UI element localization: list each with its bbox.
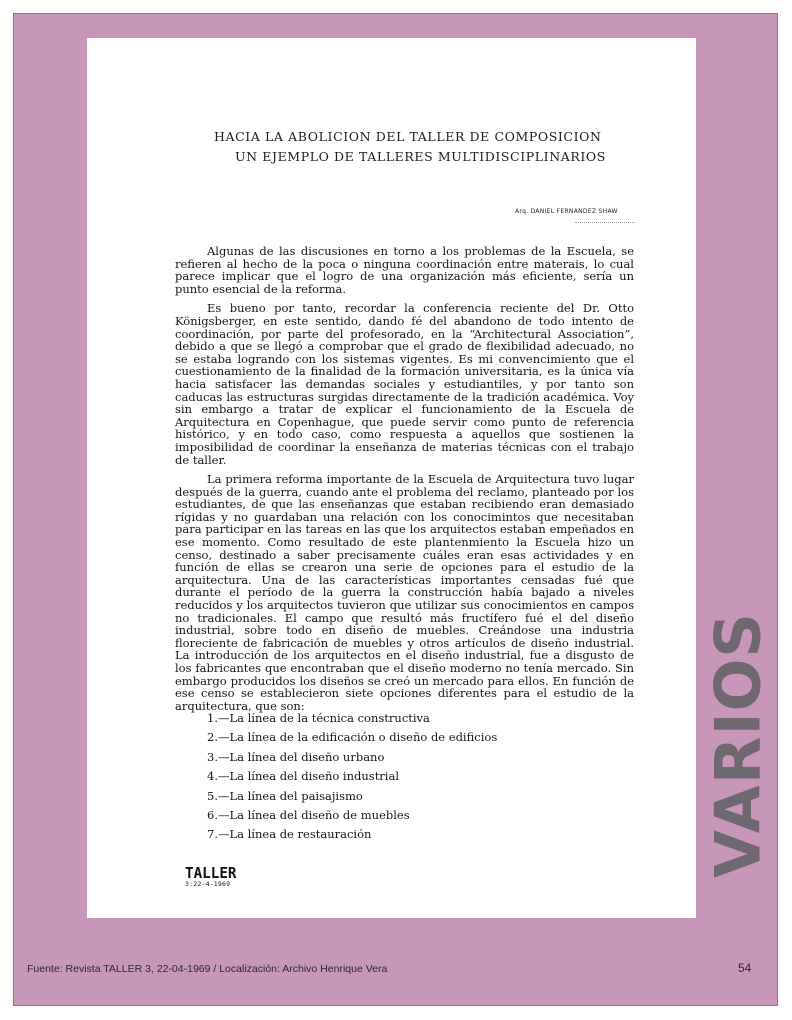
list-item: 4.—La línea del diseño industrial [207, 769, 400, 784]
list-item: 7.—La línea de restauración [207, 827, 372, 842]
scanned-document [87, 38, 696, 918]
list-item: 1.—La línea de la técnica constructiva [207, 711, 430, 725]
paragraph: La primera reforma importante de la Escuela de Arquitectura tuvo lugar después de la guerra, cuando ante el problema del reclamo, planteado por los estudiantes, de que las enseñanzas que estaban recibiendo eran demasiado rígidas y no guardaban una relación con los conocimintos que necesitaban para participar en las tareas en las que los arquitectos estaban empeñados en ese momento. Como resultado de este plantenmiento la Escuela hizo un censo, destinado a saber precisamente cuáles eran esas actividades y en función de ellas se crearon una serie de opciones para el estudio de la arquitectura. Una de las características importantes censadas fué que durante el período de la guerra la construcción había bajado a niveles reducidos y los arquitectos tuvieron que utilizar sus conocimientos en campos no tradicionales. El campo que resultó más fructífero fué el del diseño industrial, sobre todo en diseño de muebles. Creándose una industria floreciente de fabricación de muebles y otros artículos de diseño industrial. La introducción de los arquitectos en el diseño industrial, fue a disgusto de los fabricantes que encontraban que el diseño moderno no tenía mercado. Sin embargo producidos los diseños se creó un mercado para ellos. En función de ese censo se establecieron siete opciones diferentes para el estudio de la arquitectura, que son: [175, 472, 634, 713]
page-frame [13, 13, 778, 1006]
paragraph: Es bueno por tanto, recordar la conferencia reciente del Dr. Otto Königsberger, en este sentido, dando fé del abandono de todo intento de coordinación, por parte del profesorado, en la “Architectural Association”, debido a que se llegó a comprobar que el grado de flexibilidad adecuado, no se estaba logrando con los sistemas vigentes. Es mi convencimiento que el cuestionamiento de la finalidad de la formación universitaria, es la única vía hacia satisfacer las demandas sociales y estudiantiles, y por tanto son caducas las estructuras surgidas directamente de la tradición académica. Voy sin embargo a tratar de explicar el funcionamiento de la Escuela de Arquitectura en Copenhague, que puede servir como punto de referencia histórico, y en todo caso, como respuesta a aquellos que sostienen la imposibilidad de coordinar la enseñanza de materias técnicas con el trabajo de taller. [175, 301, 634, 467]
article-title-line-2: UN EJEMPLO DE TALLERES MULTIDISCIPLINARIOS [235, 149, 606, 164]
taller-logo [185, 866, 239, 888]
logo-word: TALLER [185, 864, 237, 882]
options-list [207, 709, 497, 845]
list-item: 6.—La línea del diseño de muebles [207, 807, 410, 822]
page-number: 54 [738, 961, 752, 975]
footer-source: Fuente: Revista TALLER 3, 22-04-1969 / Localización: Archivo Henrique Vera [27, 963, 388, 975]
section-label [703, 585, 773, 905]
author-underline [575, 222, 635, 223]
list-item: 5.—La línea del paisajismo [207, 788, 363, 803]
article-title-line-1: HACIA LA ABOLICION DEL TALLER DE COMPOSICION [214, 129, 602, 144]
section-label-text: VARIOS [701, 612, 775, 878]
article-author: Arq. DANIEL FERNANDEZ SHAW [515, 208, 618, 215]
list-item: 3.—La línea del diseño urbano [207, 749, 385, 764]
logo-date: 3:22-4-1969 [185, 880, 231, 888]
paragraph: Algunas de las discusiones en torno a los problemas de la Escuela, se refieren al hecho de la poca o ninguna coordinación entre materais, lo cual parece implicar que el logro de una organización más eficiente, sería un punto esencial de la reforma. [175, 244, 634, 296]
list-item: 2.—La línea de la edificación o diseño de edificios [207, 730, 498, 745]
article-body [175, 245, 634, 719]
